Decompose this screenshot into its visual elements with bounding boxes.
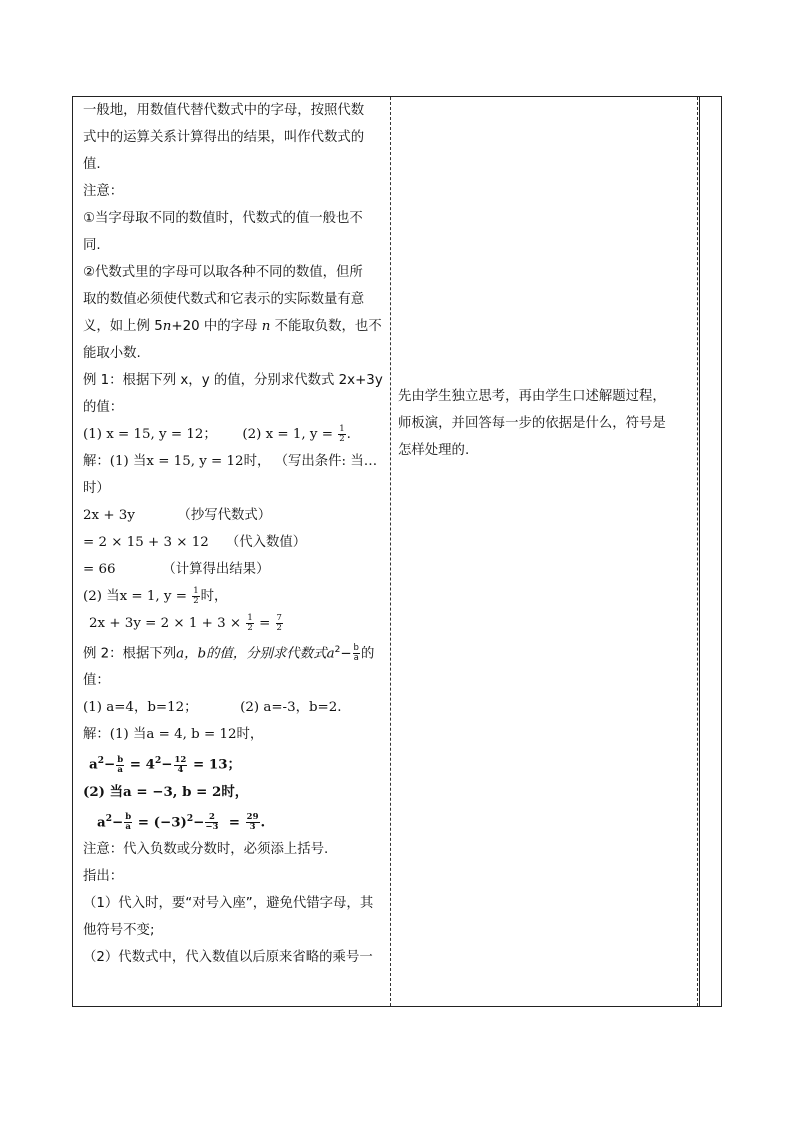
- definition-line: 一般地，用数值代替代数式中的字母，按照代数: [83, 103, 365, 118]
- teaching-note-line: 先由学生独立思考，再由学生口述解题过程，: [398, 389, 666, 404]
- example-2-title: 例 2：根据下列a，b的值，分别求代数式$a^2-$ $\frac{b}{a}$ 的: [83, 642, 375, 663]
- lesson-table: [72, 96, 722, 1007]
- column-divider-dashed-right: [697, 97, 698, 1006]
- definition-line: 式中的运算关系计算得出的结果，叫作代数式的: [83, 130, 365, 145]
- solution-line: = 2 × 15 + 3 × 12 （代入数值）: [83, 535, 307, 550]
- point-line: 他符号不变;: [83, 923, 155, 939]
- solution-line: 2x + 3y = 2 × 1 + 3 × $\frac{1}{2}$ = $\frac{7}{2}$: [89, 613, 282, 633]
- solution-line: $a^2-$ $\frac{b}{a}$ = $(-3)^2-$ $\frac{2}{-3}$ = $\frac{29}{3}$ .: [97, 812, 266, 833]
- solution-line: $a^2-$ $\frac{b}{a}$ = $4^2-$ $\frac{12}{4}$ = 13；: [89, 754, 241, 775]
- example-2-title: 值：: [83, 673, 110, 689]
- solution-line: (2) 当x = 1, y = $\frac{1}{2}$ 时，: [83, 586, 228, 606]
- teaching-note-line: 怎样处理的.: [398, 443, 470, 458]
- solution-line: 时）: [83, 481, 110, 496]
- point-line: （1）代入时，要“对号入座”，避免代错字母，其: [83, 896, 374, 912]
- solution-line: 2x + 3y （抄写代数式）: [83, 508, 272, 523]
- solution-line: 解：(1) 当a = 4, b = 12时，: [83, 727, 264, 743]
- note-line: 同.: [83, 238, 101, 253]
- note-line: 能取小数.: [83, 346, 141, 361]
- note-title: 注意：: [83, 184, 124, 199]
- note-line: 取的数值必须使代数式和它表示的实际数量有意: [83, 292, 365, 307]
- point-title: 指出：: [83, 869, 124, 885]
- note-line: ①当字母取不同的数值时，代数式的值一般也不: [83, 211, 363, 226]
- example-1-title: 的值：: [83, 400, 124, 415]
- solution-line: (2) 当a = −3, b = 2时，: [83, 783, 249, 800]
- example-1-title: 例 1：根据下列 x，y 的值，分别求代数式 2x+3y: [83, 373, 383, 388]
- solution-line: = 66 （计算得出结果）: [83, 562, 270, 577]
- note-line: ②代数式里的字母可以取各种不同的数值，但所: [83, 265, 363, 280]
- example-1-conditions: (1) x = 15, y = 12； (2) x = 1, y = $\frac{1}{2}$ .: [83, 424, 351, 444]
- point-line: （2）代数式中，代入数值以后原来省略的乘号一: [83, 950, 373, 966]
- note-line: 义，如上例 5n+20 中的字母 n 不能取负数，也不: [83, 319, 382, 334]
- teaching-notes-column: [398, 383, 683, 464]
- example-2-conditions: (1) a=4，b=12； (2) a=-3，b=2.: [83, 700, 342, 716]
- column-divider-solid: [699, 97, 700, 1006]
- solution-line: 解：(1) 当x = 15, y = 12时， （写出条件: 当…: [83, 454, 378, 469]
- teaching-note-line: 师板演，并回答每一步的依据是什么，符号是: [398, 416, 666, 431]
- note-line: 注意：代入负数或分数时，必须添上括号.: [83, 842, 329, 858]
- content-column: [83, 97, 393, 971]
- definition-line: 值.: [83, 157, 101, 172]
